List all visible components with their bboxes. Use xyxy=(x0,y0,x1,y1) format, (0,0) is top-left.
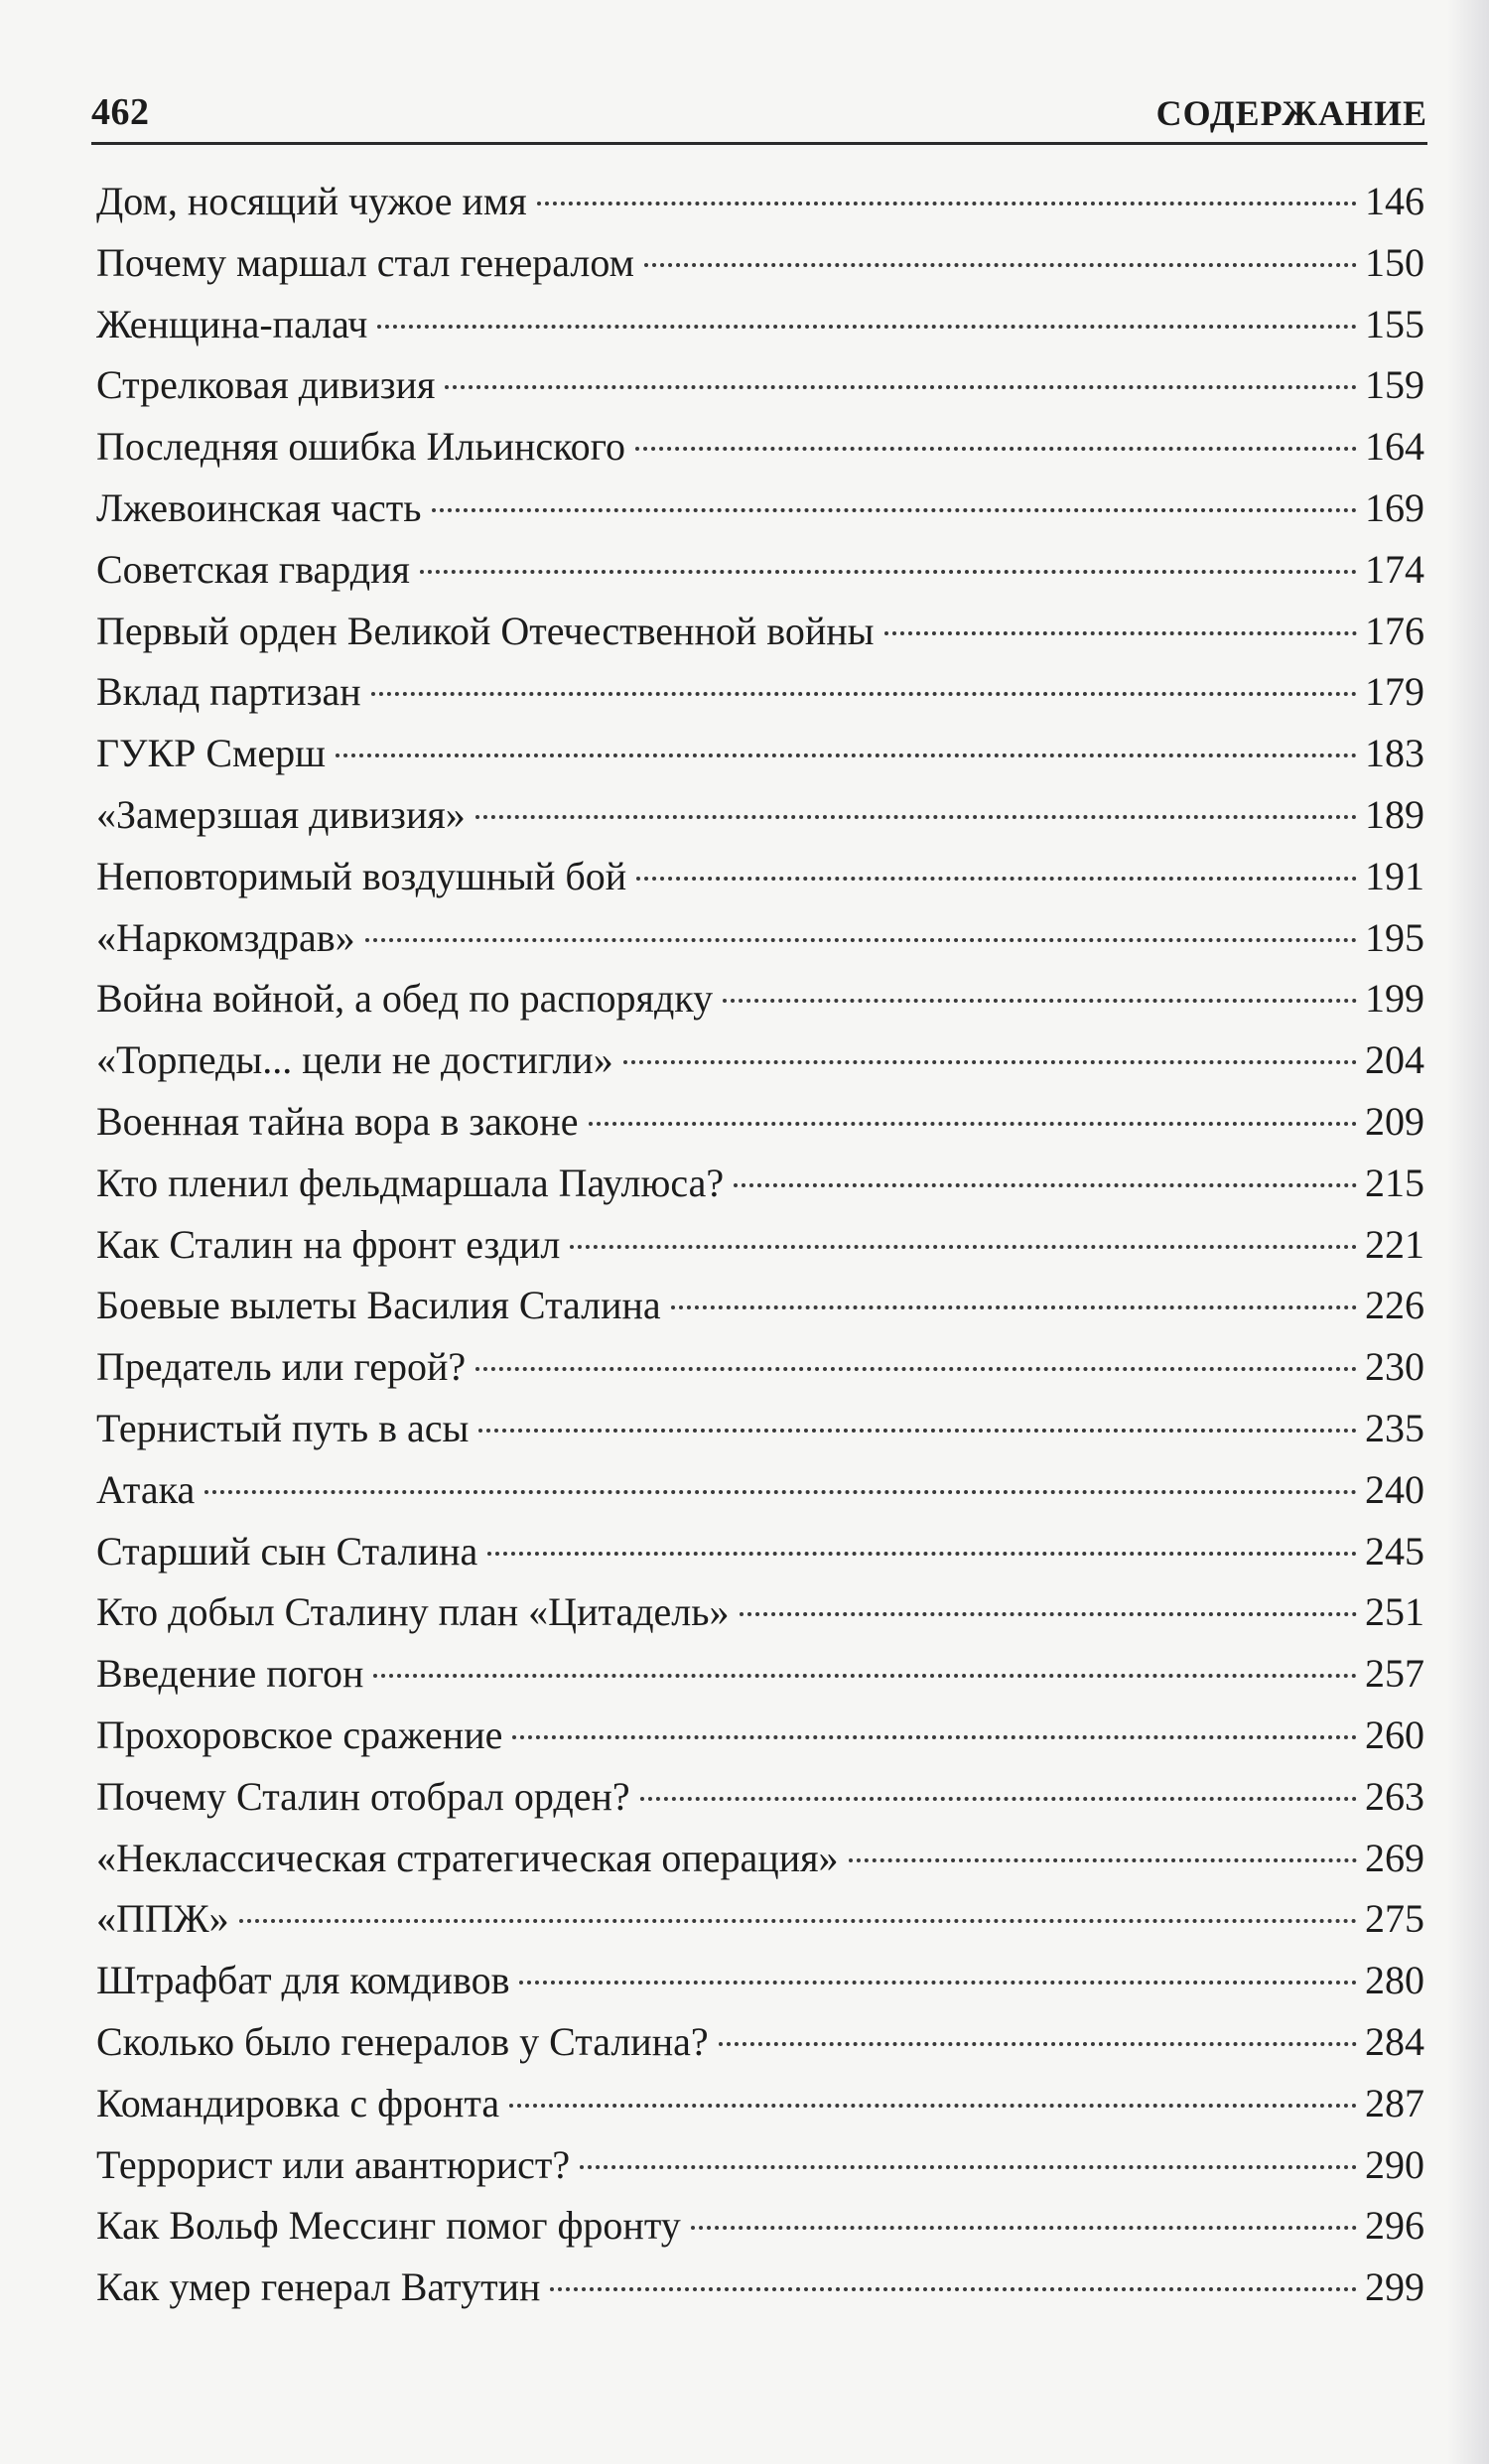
toc-entry xyxy=(96,232,1424,294)
toc-entry xyxy=(96,784,1424,846)
toc-entry-title: Кто пленил фельдмаршала Паулюса? xyxy=(96,1160,725,1205)
toc-dot-leader xyxy=(478,1429,1357,1433)
toc-dot-leader xyxy=(475,1367,1357,1371)
toc-entry-title: Последняя ошибка Ильинского xyxy=(96,424,625,470)
toc-entry-title: Штрафбат для комдивов xyxy=(96,1958,510,2003)
toc-dot-leader xyxy=(550,2287,1357,2291)
toc-entry-page: 240 xyxy=(1365,1466,1424,1512)
toc-dot-leader xyxy=(445,385,1357,389)
toc-dot-leader xyxy=(365,938,1357,942)
toc-entry-page: 155 xyxy=(1365,301,1424,346)
toc-entry-page: 191 xyxy=(1365,853,1424,898)
toc-entry xyxy=(96,2073,1424,2134)
page-number: 462 xyxy=(91,91,150,133)
toc-entry xyxy=(96,2195,1424,2257)
toc-entry xyxy=(96,294,1424,355)
toc-dot-leader xyxy=(487,1552,1357,1556)
toc-dot-leader xyxy=(644,263,1357,267)
toc-entry-page: 204 xyxy=(1365,1037,1424,1083)
toc-entry-title: Прохоровское сражение xyxy=(96,1711,503,1757)
toc-dot-leader xyxy=(204,1490,1357,1494)
toc-entry-title: Тернистый путь в асы xyxy=(96,1405,470,1450)
toc-entry-page: 290 xyxy=(1365,2141,1424,2187)
toc-dot-leader xyxy=(420,570,1357,574)
toc-entry xyxy=(96,1029,1424,1091)
toc-entry xyxy=(96,1091,1424,1153)
page-spine-shadow xyxy=(1447,0,1489,2464)
toc-entry xyxy=(96,2257,1424,2318)
toc-entry-page: 263 xyxy=(1365,1773,1424,1819)
toc-entry xyxy=(96,1828,1424,1889)
toc-dot-leader xyxy=(635,447,1357,451)
toc-entry-page: 174 xyxy=(1365,546,1424,592)
toc-entry xyxy=(96,1705,1424,1766)
toc-entry-title: Предатель или герой? xyxy=(96,1344,467,1390)
toc-entry-page: 176 xyxy=(1365,608,1424,653)
toc-entry xyxy=(96,354,1424,416)
toc-entry-title: Советская гвардия xyxy=(96,546,410,592)
toc-dot-leader xyxy=(723,999,1357,1003)
toc-entry xyxy=(96,1581,1424,1643)
toc-entry xyxy=(96,416,1424,478)
toc-entry-page: 221 xyxy=(1365,1221,1424,1267)
toc-entry-title: Почему Сталин отобрал орден? xyxy=(96,1773,630,1819)
toc-entry xyxy=(96,661,1424,723)
toc-entry xyxy=(96,846,1424,907)
toc-entry-page: 284 xyxy=(1365,2018,1424,2064)
toc-dot-leader xyxy=(336,753,1357,757)
toc-entry-title: Почему маршал стал генералом xyxy=(96,239,634,285)
toc-dot-leader xyxy=(537,202,1357,205)
toc-entry-page: 251 xyxy=(1365,1589,1424,1635)
toc-dot-leader xyxy=(740,1612,1358,1616)
toc-dot-leader xyxy=(623,1060,1357,1064)
toc-dot-leader xyxy=(636,877,1357,881)
toc-entry-title: Как Вольф Мессинг помог фронту xyxy=(96,2203,681,2249)
toc-entry-page: 199 xyxy=(1365,976,1424,1022)
toc-dot-leader xyxy=(519,1981,1357,1985)
toc-entry-page: 275 xyxy=(1365,1896,1424,1942)
toc-entry-page: 296 xyxy=(1365,2203,1424,2249)
toc-entry-page: 150 xyxy=(1365,239,1424,285)
toc-entry xyxy=(96,1888,1424,1950)
page-header xyxy=(91,79,1427,145)
toc-dot-leader xyxy=(509,2104,1357,2108)
toc-entry xyxy=(96,1643,1424,1705)
toc-dot-leader xyxy=(239,1919,1357,1923)
toc-entry-title: Стрелковая дивизия xyxy=(96,362,436,408)
toc-entry xyxy=(96,601,1424,662)
toc-entry-title: Командировка с фронта xyxy=(96,2080,500,2125)
toc-entry-title: Военная тайна вора в законе xyxy=(96,1098,579,1144)
toc-entry-title: Как умер генерал Ватутин xyxy=(96,2264,541,2310)
toc-entry xyxy=(96,1153,1424,1214)
toc-dot-leader xyxy=(734,1183,1357,1187)
toc-entry-page: 260 xyxy=(1365,1711,1424,1757)
toc-entry-title: «Замерзшая дивизия» xyxy=(96,791,466,837)
toc-entry-title: Введение погон xyxy=(96,1651,364,1697)
toc-entry-title: Женщина-палач xyxy=(96,301,368,346)
toc-entry-title: Террорист или авантюрист? xyxy=(96,2141,571,2187)
toc-entry-title: Боевые вылеты Василия Сталина xyxy=(96,1283,661,1328)
toc-entry-page: 183 xyxy=(1365,731,1424,776)
toc-entry xyxy=(96,1336,1424,1398)
toc-entry xyxy=(96,907,1424,969)
toc-entry-page: 257 xyxy=(1365,1651,1424,1697)
toc-entry-page: 287 xyxy=(1365,2080,1424,2125)
toc-entry xyxy=(96,171,1424,232)
toc-entry-page: 146 xyxy=(1365,179,1424,223)
toc-entry xyxy=(96,1398,1424,1459)
toc-entry-title: Кто добыл Сталину план «Цитадель» xyxy=(96,1589,730,1635)
toc-entry xyxy=(96,968,1424,1029)
running-title: СОДЕРЖАНИЕ xyxy=(1155,93,1427,133)
toc-entry-page: 245 xyxy=(1365,1528,1424,1574)
toc-entry-page: 164 xyxy=(1365,424,1424,470)
toc-entry-title: Лжевоинская часть xyxy=(96,484,422,530)
toc-entry xyxy=(96,2134,1424,2196)
toc-dot-leader xyxy=(371,692,1357,696)
toc-dot-leader xyxy=(377,325,1357,329)
toc-dot-leader xyxy=(432,508,1358,512)
toc-entry-page: 169 xyxy=(1365,484,1424,530)
toc-entry-title: Вклад партизан xyxy=(96,669,361,715)
toc-entry-title: «Торпеды... цели не достигли» xyxy=(96,1037,613,1083)
toc-entry-page: 189 xyxy=(1365,791,1424,837)
toc-entry xyxy=(96,1459,1424,1521)
toc-dot-leader xyxy=(719,2042,1357,2046)
toc-entry-title: Неповторимый воздушный бой xyxy=(96,853,627,898)
toc-entry-page: 179 xyxy=(1365,669,1424,715)
toc-entry-page: 209 xyxy=(1365,1098,1424,1144)
table-of-contents xyxy=(96,171,1424,2318)
toc-entry-page: 226 xyxy=(1365,1283,1424,1328)
toc-entry-title: «Наркомздрав» xyxy=(96,914,355,960)
toc-dot-leader xyxy=(671,1305,1357,1309)
toc-entry xyxy=(96,2011,1424,2073)
toc-entry-title: Дом, носящий чужое имя xyxy=(96,179,527,223)
toc-entry xyxy=(96,1275,1424,1336)
toc-entry-page: 269 xyxy=(1365,1835,1424,1880)
toc-entry-page: 195 xyxy=(1365,914,1424,960)
toc-dot-leader xyxy=(512,1735,1357,1739)
toc-entry-title: Атака xyxy=(96,1466,196,1512)
toc-dot-leader xyxy=(580,2165,1357,2169)
toc-dot-leader xyxy=(640,1797,1357,1801)
toc-entry-page: 159 xyxy=(1365,362,1424,408)
toc-entry-page: 299 xyxy=(1365,2264,1424,2310)
toc-entry xyxy=(96,1950,1424,2011)
toc-entry xyxy=(96,478,1424,539)
toc-entry-page: 215 xyxy=(1365,1160,1424,1205)
toc-entry-title: «ППЖ» xyxy=(96,1896,229,1942)
toc-entry-page: 280 xyxy=(1365,1958,1424,2003)
toc-entry-title: Старший сын Сталина xyxy=(96,1528,478,1574)
toc-dot-leader xyxy=(373,1674,1357,1678)
toc-entry-title: Сколько было генералов у Сталина? xyxy=(96,2018,709,2064)
toc-entry-title: Первый орден Великой Отечественной войны xyxy=(96,608,875,653)
toc-entry xyxy=(96,1521,1424,1582)
toc-dot-leader xyxy=(884,631,1357,635)
toc-entry-title: «Неклассическая стратегическая операция» xyxy=(96,1835,839,1880)
toc-dot-leader xyxy=(849,1858,1357,1862)
toc-entry xyxy=(96,1214,1424,1276)
toc-dot-leader xyxy=(570,1245,1357,1249)
toc-dot-leader xyxy=(589,1122,1357,1126)
toc-dot-leader xyxy=(691,2226,1357,2230)
toc-entry-page: 230 xyxy=(1365,1344,1424,1390)
toc-entry xyxy=(96,723,1424,784)
toc-entry-title: ГУКР Смерш xyxy=(96,731,326,776)
toc-entry-title: Как Сталин на фронт ездил xyxy=(96,1221,561,1267)
toc-dot-leader xyxy=(475,815,1357,819)
toc-entry-title: Война войной, а обед по распорядку xyxy=(96,976,714,1022)
toc-entry xyxy=(96,1766,1424,1828)
toc-entry-page: 235 xyxy=(1365,1405,1424,1450)
toc-entry xyxy=(96,539,1424,601)
